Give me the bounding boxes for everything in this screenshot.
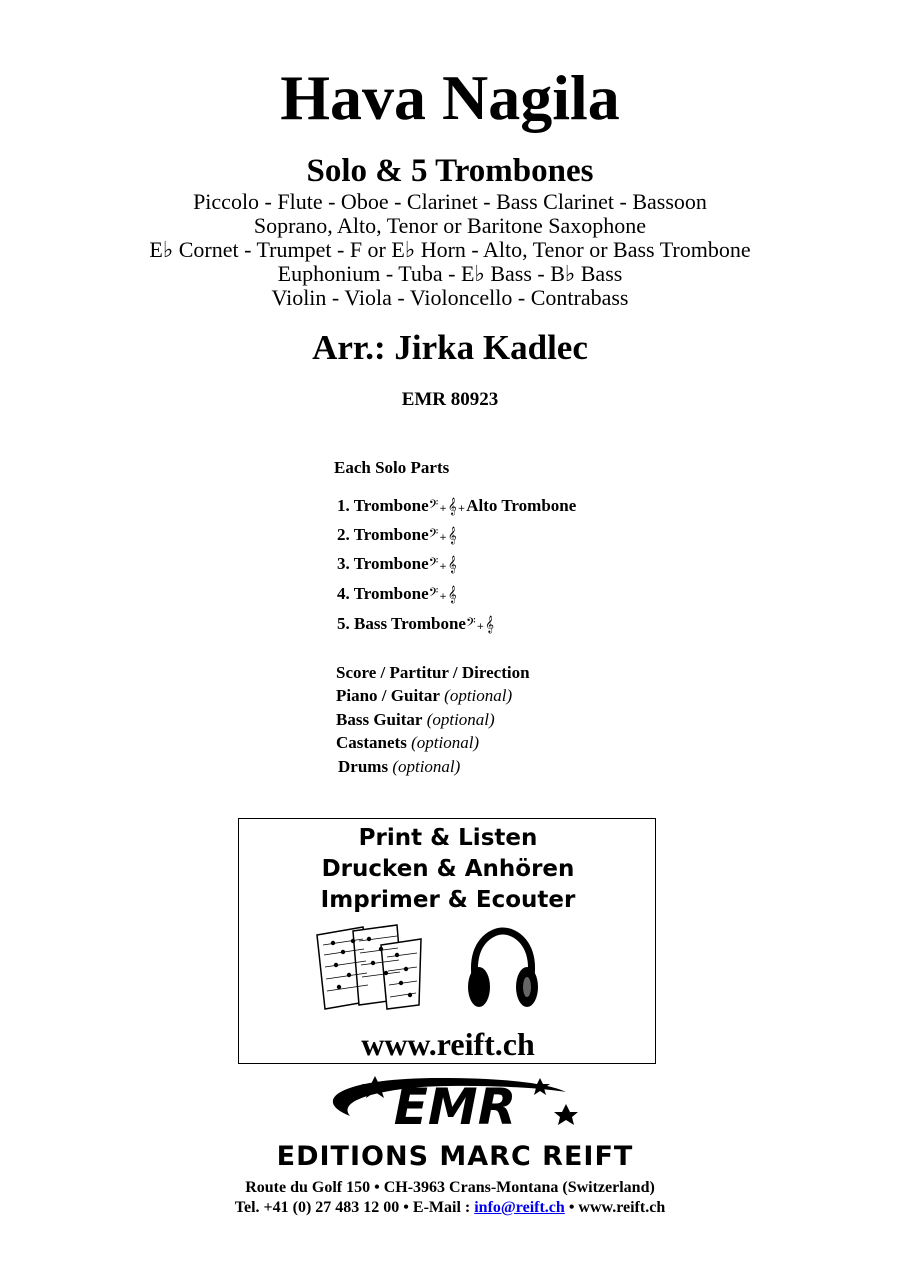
extra-part-item: [336, 709, 495, 731]
solo-part-item: [337, 524, 458, 549]
extra-part-note: (optional): [411, 733, 480, 752]
subtitle: Solo & 5 Trombones: [306, 153, 594, 189]
extra-part-note: (optional): [444, 686, 513, 705]
solo-part-item: [337, 495, 576, 520]
contact-suffix: • www.reift.ch: [564, 1199, 666, 1216]
publisher-name: EDITIONS MARC REIFT: [276, 1141, 634, 1170]
extra-part-note: (optional): [426, 710, 495, 729]
contact-prefix: Tel. +41 (0) 27 483 12 00 • E-Mail :: [234, 1199, 475, 1216]
extra-part-item: [336, 685, 512, 707]
sheet-music-icon: [311, 921, 431, 1011]
extra-part-item: [336, 662, 530, 684]
clef-icons: 𝄢+𝄞: [428, 555, 458, 573]
solo-part-item: [337, 553, 458, 578]
parts-heading: Each Solo Parts: [334, 458, 450, 477]
clef-icons: 𝄢+𝄞: [465, 615, 496, 633]
extra-part-item: [338, 756, 460, 778]
promo-line: Imprimer & Ecouter: [320, 887, 576, 913]
instrumentation-line: Violin - Viola - Violoncello - Contrabass: [271, 285, 629, 310]
clef-icons: 𝄢+𝄞: [428, 585, 458, 603]
arranger: Arr.: Jirka Kadlec: [312, 328, 588, 367]
page-title: Hava Nagila: [280, 62, 620, 133]
instrumentation-line: E♭ Cornet - Trumpet - F or E♭ Horn - Alto, Tenor or Bass Trombone: [149, 237, 751, 262]
solo-part-item: [337, 613, 495, 638]
part-label: 2. Trombone: [337, 525, 429, 544]
extra-part-label: Bass Guitar: [336, 710, 423, 729]
publisher-logo: [230, 1070, 680, 1170]
extra-part-label: Drums: [338, 757, 389, 776]
instrumentation-line: Piccolo - Flute - Oboe - Clarinet - Bass Clarinet - Bassoon: [193, 189, 707, 214]
extra-part-label: Score / Partitur / Direction: [336, 663, 530, 682]
logo-text: EMR: [393, 1078, 517, 1136]
extra-part-item: [336, 732, 479, 754]
catalog-number: EMR 80923: [401, 389, 499, 410]
clef-icons: 𝄢+𝄞+: [428, 497, 467, 515]
instrumentation-line: Soprano, Alto, Tenor or Baritone Saxophone: [253, 213, 647, 238]
promo-url: www.reift.ch: [361, 1026, 535, 1062]
solo-part-item: [337, 583, 458, 608]
promo-line: Drucken & Anhören: [321, 856, 575, 882]
part-label: 5. Bass Trombone: [337, 614, 466, 633]
extra-part-note: (optional): [392, 757, 461, 776]
email-link[interactable]: info@reift.ch: [474, 1199, 565, 1216]
promo-line: Print & Listen: [358, 825, 538, 851]
publisher-contact: [0, 1198, 900, 1218]
publisher-address: Route du Golf 150 • CH-3963 Crans-Montana (Switzerland): [245, 1179, 655, 1196]
part-suffix: Alto Trombone: [466, 496, 577, 515]
extra-part-label: Castanets: [336, 733, 407, 752]
part-label: 3. Trombone: [337, 554, 429, 573]
print-and-listen-box: [238, 818, 656, 1064]
instrumentation-line: Euphonium - Tuba - E♭ Bass - B♭ Bass: [277, 261, 623, 286]
part-label: 4. Trombone: [337, 584, 429, 603]
part-label: 1. Trombone: [337, 496, 429, 515]
extra-part-label: Piano / Guitar: [336, 686, 440, 705]
emr-logo-icon: [230, 1070, 680, 1170]
clef-icons: 𝄢+𝄞: [428, 526, 458, 544]
headphones-icon: [463, 925, 543, 1013]
